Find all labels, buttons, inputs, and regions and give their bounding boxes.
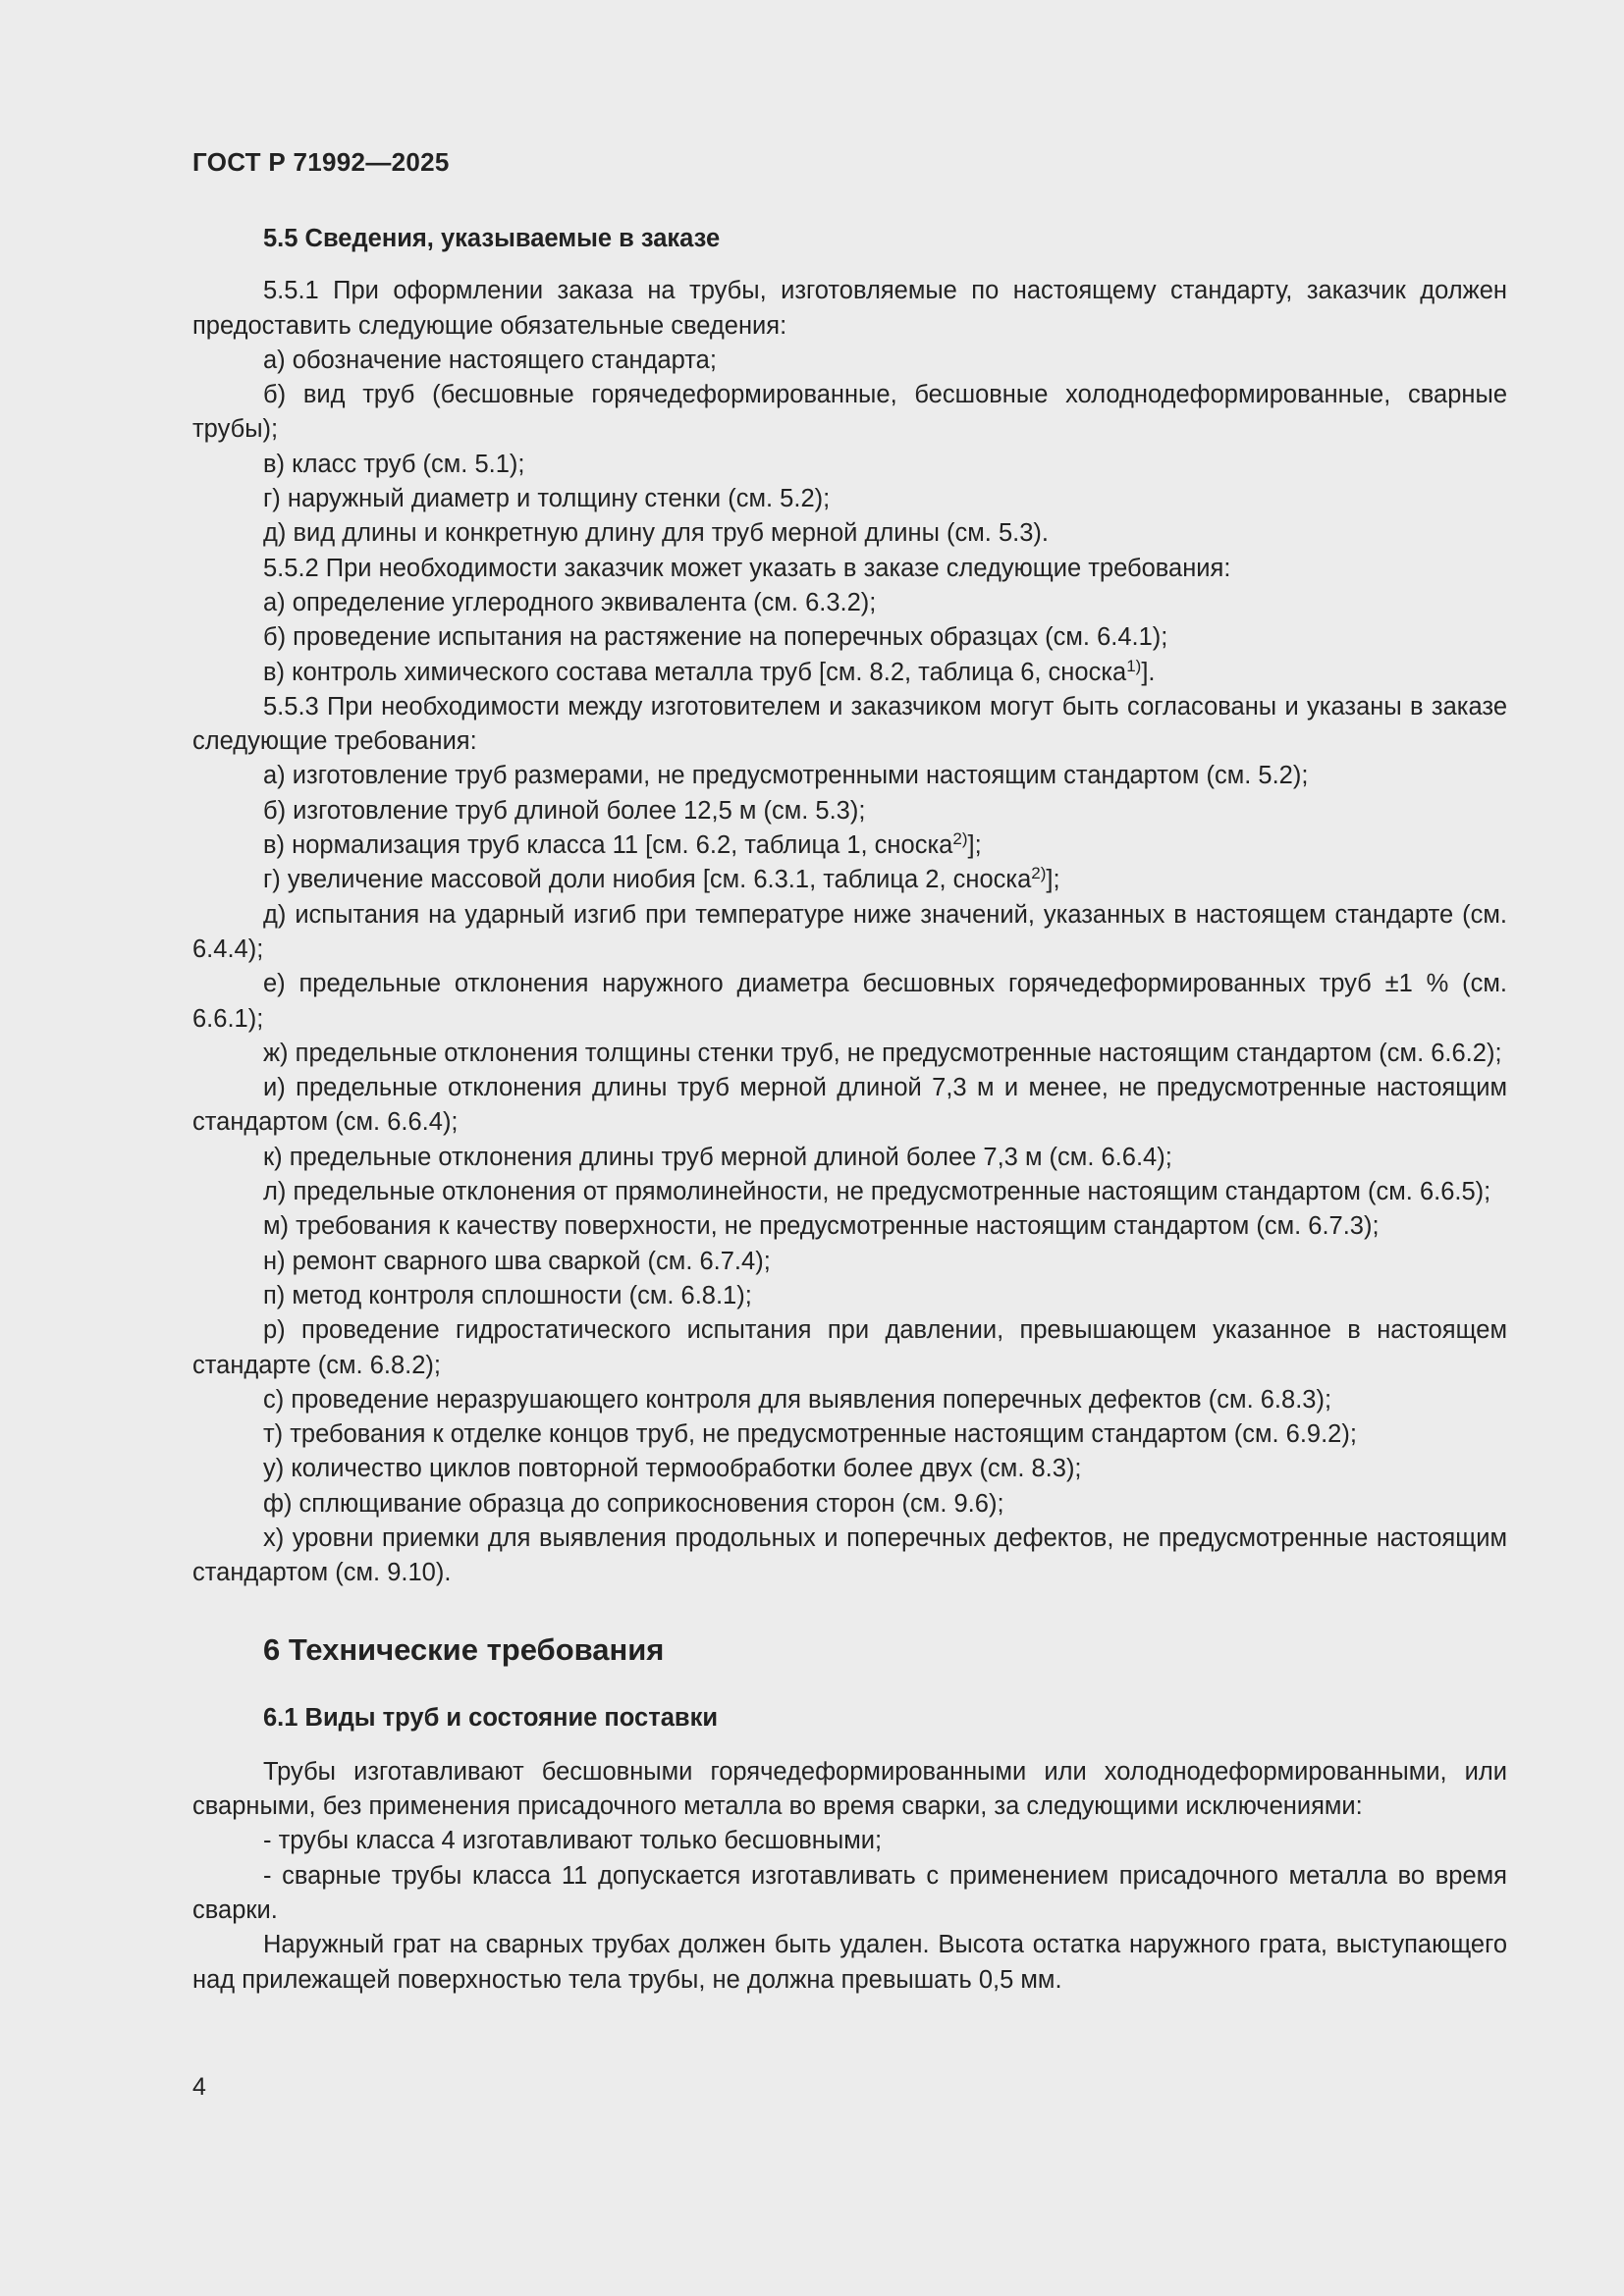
- list-item: ф) сплющивание образца до соприкосновения сторон (см. 9.6);: [263, 1489, 1004, 1518]
- paragraph: Трубы изготавливают бесшовными горячедеформированными или холоднодеформированными, или сварными, без применения присадочного металла во время сварки, за следующими исключениями:: [192, 1757, 1507, 1821]
- list-item: [192, 828, 1507, 863]
- list-item: т) требования к отделке концов труб, не предусмотренные настоящим стандартом (см. 6.9.2);: [263, 1420, 1357, 1449]
- footnote-ref: 1): [1126, 656, 1142, 675]
- list-item-text: г) увеличение массовой доли ниобия [см. 6.3.1, таблица 2, сноска: [263, 866, 1032, 894]
- section-heading-5-5: 5.5 Сведения, указываемые в заказе: [263, 225, 721, 252]
- list-item: б) вид труб (бесшовные горячедеформированные, бесшовные холоднодеформированные, сварные трубы);: [192, 381, 1507, 444]
- list-item: а) определение углеродного эквивалента (см. 6.3.2);: [263, 588, 877, 616]
- section-heading-6-1: 6.1 Виды труб и состояние поставки: [263, 1703, 719, 1732]
- list-item-text: в) нормализация труб класса 11 [см. 6.2, таблица 1, сноска: [263, 831, 953, 860]
- list-item: б) проведение испытания на растяжение на поперечных образцах (см. 6.4.1);: [263, 623, 1168, 652]
- list-item: д) вид длины и конкретную длину для труб мерной длины (см. 5.3).: [263, 519, 1049, 548]
- paragraph: - трубы класса 4 изготавливают только бесшовными;: [263, 1827, 883, 1855]
- list-item: н) ремонт сварного шва сваркой (см. 6.7.4);: [263, 1247, 771, 1275]
- list-item: е) предельные отклонения наружного диаметра бесшовных горячедеформированных труб ±1 % (см. 6.6.1);: [192, 970, 1507, 1033]
- list-item: в) класс труб (см. 5.1);: [263, 450, 525, 478]
- list-item-tail: ].: [1141, 658, 1156, 686]
- list-item: [192, 863, 1507, 897]
- list-item: р) проведение гидростатического испытания при давлении, превышающем указанное в настоящем стандарте (см. 6.8.2);: [192, 1316, 1507, 1379]
- list-item: у) количество циклов повторной термообработки более двух (см. 8.3);: [263, 1455, 1082, 1483]
- list-item: м) требования к качеству поверхности, не предусмотренные настоящим стандартом (см. 6.7.3);: [263, 1212, 1380, 1241]
- list-item: ж) предельные отклонения толщины стенки труб, не предусмотренные настоящим стандартом (см. 6.6.2);: [263, 1039, 1502, 1067]
- page-number: 4: [192, 2073, 206, 2101]
- list-item: л) предельные отклонения от прямолинейности, не предусмотренные настоящим стандартом (см. 6.6.5);: [263, 1178, 1491, 1206]
- footnote-ref: 2): [952, 829, 968, 849]
- document-header: ГОСТ Р 71992—2025: [192, 147, 450, 177]
- list-item: к) предельные отклонения длины труб мерной длиной более 7,3 м (см. 6.6.4);: [263, 1143, 1172, 1171]
- list-item-text: в) контроль химического состава металла труб [см. 8.2, таблица 6, сноска: [263, 658, 1127, 686]
- paragraph-5-5-1: 5.5.1 При оформлении заказа на трубы, изготовляемые по настоящему стандарту, заказчик должен предоставить следующие обязательные сведения:: [192, 277, 1507, 340]
- footnote-ref: 2): [1031, 864, 1047, 883]
- paragraph: - сварные трубы класса 11 допускается изготавливать с применением присадочного металла во время сварки.: [192, 1861, 1507, 1925]
- list-item: [192, 656, 1507, 690]
- list-item: с) проведение неразрушающего контроля для выявления поперечных дефектов (см. 6.8.3);: [263, 1385, 1332, 1414]
- section-heading-6: 6 Технические требования: [263, 1631, 665, 1667]
- list-item: а) обозначение настоящего стандарта;: [263, 346, 717, 374]
- list-item: б) изготовление труб длиной более 12,5 м (см. 5.3);: [263, 796, 866, 825]
- list-item: г) наружный диаметр и толщину стенки (см. 5.2);: [263, 485, 831, 513]
- list-item-tail: ];: [1046, 866, 1060, 894]
- paragraph-5-5-2: 5.5.2 При необходимости заказчик может указать в заказе следующие требования:: [263, 554, 1231, 582]
- list-item-tail: ];: [967, 831, 982, 860]
- list-item: и) предельные отклонения длины труб мерной длиной 7,3 м и менее, не предусмотренные настоящим стандартом (см. 6.6.4);: [192, 1074, 1507, 1137]
- paragraph: Наружный грат на сварных трубах должен быть удален. Высота остатка наружного грата, выступающего над прилежащей поверхностью тела трубы, не должна превышать 0,5 мм.: [192, 1931, 1507, 1994]
- document-body: [192, 222, 1507, 1998]
- list-item: а) изготовление труб размерами, не предусмотренными настоящим стандартом (см. 5.2);: [263, 762, 1309, 790]
- list-item: х) уровни приемки для выявления продольных и поперечных дефектов, не предусмотренные настоящим стандартом (см. 9.10).: [192, 1523, 1507, 1587]
- paragraph-5-5-3: 5.5.3 При необходимости между изготовителем и заказчиком могут быть согласованы и указаны в заказе следующие требования:: [192, 692, 1507, 756]
- list-item: д) испытания на ударный изгиб при температуре ниже значений, указанных в настоящем стандарте (см. 6.4.4);: [192, 900, 1507, 963]
- list-item: п) метод контроля сплошности (см. 6.8.1);: [263, 1281, 752, 1309]
